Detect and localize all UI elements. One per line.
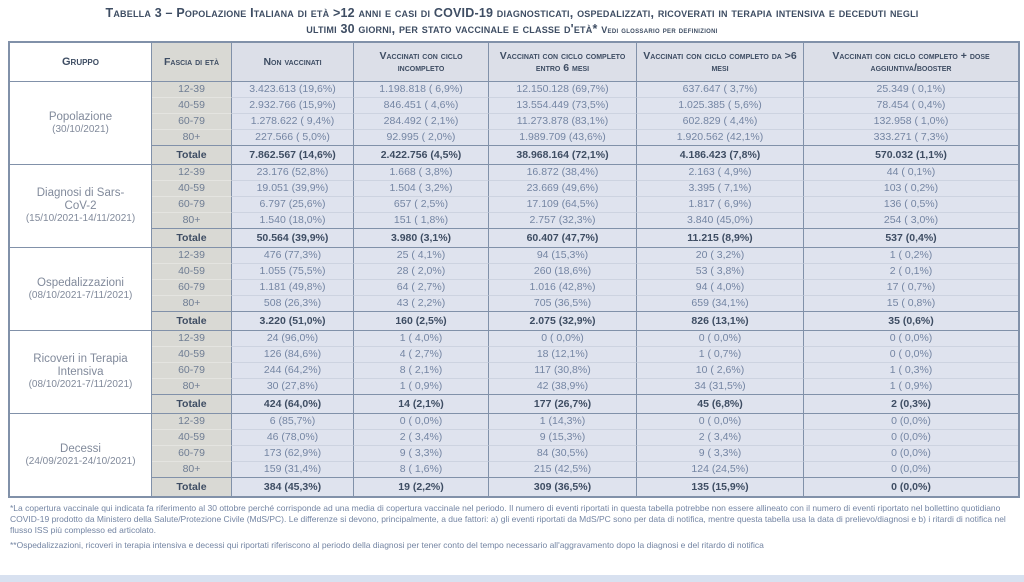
age-band-cell: 60-79 <box>152 446 232 462</box>
age-band-cell: 40-59 <box>152 181 232 197</box>
value-cell: 173 (62,9%) <box>232 446 354 462</box>
table-row <box>10 379 1018 395</box>
value-cell: 1.025.385 ( 5,6%) <box>637 98 804 114</box>
table-row <box>10 296 1018 312</box>
value-cell: 42 (38,9%) <box>489 379 637 395</box>
totale-value-cell: 384 (45,3%) <box>232 478 354 496</box>
footnote-1: *La copertura vaccinale qui indicata fa riferimento al 30 ottobre perché corrisponde ad una media di copertura vaccinale nel periodo. Il numero di eventi riportati in questa tabella potrebbe non essere allineato con il numero di eventi riportato nel bollettino quotidiano COVID-19 prodotto da Ministero della Salute/Protezione Civile (MdS/PC). Le differenze si devono, principalmente, a due fattori: a) gli eventi riportati da MdS/PC sono per data di notifica, mentre questa tabella usa la data di prelievo/diagnosi e b) i ritardi di notifica nel flusso ISS più complesso ed articolato. <box>10 503 1006 535</box>
totale-value-cell: 14 (2,1%) <box>354 395 489 414</box>
footnotes <box>10 503 1014 551</box>
value-cell: 2.932.766 (15,9%) <box>232 98 354 114</box>
totale-value-cell: 60.407 (47,7%) <box>489 229 637 248</box>
value-cell: 1.668 ( 3,8%) <box>354 165 489 181</box>
column-header-ciclo-incompleto: Vaccinati con ciclo incompleto <box>354 43 489 82</box>
value-cell: 0 (0,0%) <box>804 446 1018 462</box>
value-cell: 126 (84,6%) <box>232 347 354 363</box>
value-cell: 227.566 ( 5,0%) <box>232 130 354 146</box>
value-cell: 46 (78,0%) <box>232 430 354 446</box>
group-period: (08/10/2021-7/11/2021) <box>28 379 133 390</box>
value-cell: 333.271 ( 7,3%) <box>804 130 1018 146</box>
value-cell: 1.540 (18,0%) <box>232 213 354 229</box>
table-row <box>10 181 1018 197</box>
value-cell: 1 ( 0,9%) <box>354 379 489 395</box>
table-row <box>10 197 1018 213</box>
table-row <box>10 414 1018 430</box>
totale-value-cell: 3.220 (51,0%) <box>232 312 354 331</box>
value-cell: 23.176 (52,8%) <box>232 165 354 181</box>
age-band-cell: 12-39 <box>152 414 232 430</box>
group-name: Diagnosi di Sars-CoV-2 <box>36 187 125 212</box>
table-row <box>10 446 1018 462</box>
value-cell: 43 ( 2,2%) <box>354 296 489 312</box>
value-cell: 94 ( 4,0%) <box>637 280 804 296</box>
totale-value-cell: 45 (6,8%) <box>637 395 804 414</box>
group-label <box>10 82 152 165</box>
age-band-cell: 12-39 <box>152 165 232 181</box>
totale-row <box>10 395 1018 414</box>
totale-label-cell: Totale <box>152 478 232 496</box>
totale-value-cell: 2 (0,3%) <box>804 395 1018 414</box>
value-cell: 6.797 (25,6%) <box>232 197 354 213</box>
totale-label-cell: Totale <box>152 312 232 331</box>
table-header-row <box>10 43 1018 82</box>
totale-value-cell: 424 (64,0%) <box>232 395 354 414</box>
value-cell: 25 ( 4,1%) <box>354 248 489 264</box>
value-cell: 124 (24,5%) <box>637 462 804 478</box>
value-cell: 1.920.562 (42,1%) <box>637 130 804 146</box>
value-cell: 117 (30,8%) <box>489 363 637 379</box>
value-cell: 1.278.622 ( 9,4%) <box>232 114 354 130</box>
value-cell: 0 (0,0%) <box>804 414 1018 430</box>
table-row <box>10 98 1018 114</box>
value-cell: 637.647 ( 3,7%) <box>637 82 804 98</box>
value-cell: 9 ( 3,3%) <box>637 446 804 462</box>
group-label <box>10 165 152 248</box>
value-cell: 1.817 ( 6,9%) <box>637 197 804 213</box>
value-cell: 94 (15,3%) <box>489 248 637 264</box>
column-header-booster: Vaccinati con ciclo completo + dose aggiuntiva/booster <box>804 43 1018 82</box>
age-band-cell: 80+ <box>152 462 232 478</box>
table-row <box>10 331 1018 347</box>
value-cell: 1 ( 4,0%) <box>354 331 489 347</box>
value-cell: 846.451 ( 4,6%) <box>354 98 489 114</box>
totale-value-cell: 0 (0,0%) <box>804 478 1018 496</box>
value-cell: 705 (36,5%) <box>489 296 637 312</box>
value-cell: 1 ( 0,3%) <box>804 363 1018 379</box>
value-cell: 17 ( 0,7%) <box>804 280 1018 296</box>
totale-value-cell: 135 (15,9%) <box>637 478 804 496</box>
value-cell: 132.958 ( 1,0%) <box>804 114 1018 130</box>
table-row <box>10 130 1018 146</box>
table-row <box>10 213 1018 229</box>
value-cell: 136 ( 0,5%) <box>804 197 1018 213</box>
table-body <box>10 82 1018 496</box>
group-label <box>10 414 152 496</box>
value-cell: 244 (64,2%) <box>232 363 354 379</box>
value-cell: 1.016 (42,8%) <box>489 280 637 296</box>
value-cell: 19.051 (39,9%) <box>232 181 354 197</box>
value-cell: 44 ( 0,1%) <box>804 165 1018 181</box>
table-row <box>10 363 1018 379</box>
value-cell: 0 (0,0%) <box>804 430 1018 446</box>
totale-value-cell: 35 (0,6%) <box>804 312 1018 331</box>
age-band-cell: 40-59 <box>152 264 232 280</box>
value-cell: 23.669 (49,6%) <box>489 181 637 197</box>
table-row <box>10 165 1018 181</box>
value-cell: 11.273.878 (83,1%) <box>489 114 637 130</box>
value-cell: 15 ( 0,8%) <box>804 296 1018 312</box>
totale-label-cell: Totale <box>152 229 232 248</box>
age-band-cell: 12-39 <box>152 331 232 347</box>
value-cell: 0 ( 0,0%) <box>637 414 804 430</box>
value-cell: 0 ( 0,0%) <box>804 347 1018 363</box>
value-cell: 215 (42,5%) <box>489 462 637 478</box>
age-band-cell: 60-79 <box>152 363 232 379</box>
value-cell: 260 (18,6%) <box>489 264 637 280</box>
value-cell: 0 (0,0%) <box>804 462 1018 478</box>
age-band-cell: 60-79 <box>152 280 232 296</box>
value-cell: 92.995 ( 2,0%) <box>354 130 489 146</box>
footnote-2: **Ospedalizzazioni, ricoveri in terapia intensiva e decessi qui riportati riferiscono al periodo della diagnosi per tener conto del tempo necessario all'aggravamento dopo la diagnosi e del ritardo di notifica <box>10 540 764 550</box>
totale-value-cell: 177 (26,7%) <box>489 395 637 414</box>
glossary-note: Vedi glossario per definizioni <box>601 25 718 35</box>
value-cell: 0 ( 0,0%) <box>354 414 489 430</box>
page-title-line1: Tabella 3 – Popolazione Italiana di età >12 anni e casi di COVID-19 diagnosticati, ospedalizzati, ricoverati in terapia intensiva e deceduti negli <box>105 6 919 20</box>
totale-value-cell: 19 (2,2%) <box>354 478 489 496</box>
value-cell: 1 ( 0,9%) <box>804 379 1018 395</box>
value-cell: 3.395 ( 7,1%) <box>637 181 804 197</box>
value-cell: 53 ( 3,8%) <box>637 264 804 280</box>
age-band-cell: 80+ <box>152 130 232 146</box>
value-cell: 3.423.613 (19,6%) <box>232 82 354 98</box>
value-cell: 508 (26,3%) <box>232 296 354 312</box>
totale-value-cell: 309 (36,5%) <box>489 478 637 496</box>
value-cell: 159 (31,4%) <box>232 462 354 478</box>
value-cell: 28 ( 2,0%) <box>354 264 489 280</box>
value-cell: 8 ( 1,6%) <box>354 462 489 478</box>
age-band-cell: 60-79 <box>152 114 232 130</box>
value-cell: 151 ( 1,8%) <box>354 213 489 229</box>
value-cell: 8 ( 2,1%) <box>354 363 489 379</box>
totale-label-cell: Totale <box>152 146 232 165</box>
value-cell: 20 ( 3,2%) <box>637 248 804 264</box>
value-cell: 0 ( 0,0%) <box>637 331 804 347</box>
group-name: Decessi <box>60 442 101 455</box>
group-period: (15/10/2021-14/11/2021) <box>25 213 136 224</box>
value-cell: 1 ( 0,2%) <box>804 248 1018 264</box>
value-cell: 103 ( 0,2%) <box>804 181 1018 197</box>
age-band-cell: 80+ <box>152 296 232 312</box>
totale-label-cell: Totale <box>152 395 232 414</box>
totale-row <box>10 478 1018 496</box>
value-cell: 13.554.449 (73,5%) <box>489 98 637 114</box>
totale-value-cell: 50.564 (39,9%) <box>232 229 354 248</box>
value-cell: 4 ( 2,7%) <box>354 347 489 363</box>
group-period: (24/09/2021-24/10/2021) <box>25 455 136 467</box>
vaccination-table <box>8 41 1020 498</box>
value-cell: 78.454 ( 0,4%) <box>804 98 1018 114</box>
page-title-line2: ultimi 30 giorni, per stato vaccinale e classe d'età* Vedi glossario per definizioni <box>306 22 718 36</box>
age-band-cell: 40-59 <box>152 98 232 114</box>
table-row <box>10 248 1018 264</box>
value-cell: 84 (30,5%) <box>489 446 637 462</box>
group-name: Ospedalizzazioni <box>37 276 124 289</box>
value-cell: 2 ( 3,4%) <box>354 430 489 446</box>
column-header-fascia-eta: Fascia di età <box>152 43 232 82</box>
totale-row <box>10 146 1018 165</box>
group-label <box>10 248 152 331</box>
value-cell: 6 (85,7%) <box>232 414 354 430</box>
group-period: (08/10/2021-7/11/2021) <box>28 289 133 301</box>
bottom-strip <box>0 575 1024 582</box>
totale-row <box>10 229 1018 248</box>
totale-value-cell: 537 (0,4%) <box>804 229 1018 248</box>
group-name: Ricoveri in Terapia Intensiva <box>33 353 128 378</box>
totale-value-cell: 11.215 (8,9%) <box>637 229 804 248</box>
value-cell: 254 ( 3,0%) <box>804 213 1018 229</box>
value-cell: 34 (31,5%) <box>637 379 804 395</box>
group-name: Popolazione <box>48 110 113 123</box>
value-cell: 1.198.818 ( 6,9%) <box>354 82 489 98</box>
age-band-cell: 12-39 <box>152 82 232 98</box>
totale-value-cell: 4.186.423 (7,8%) <box>637 146 804 165</box>
age-band-cell: 40-59 <box>152 430 232 446</box>
value-cell: 284.492 ( 2,1%) <box>354 114 489 130</box>
table-row <box>10 462 1018 478</box>
group-label <box>10 331 152 414</box>
value-cell: 1.989.709 (43,6%) <box>489 130 637 146</box>
page-title <box>10 5 1014 38</box>
totale-value-cell: 160 (2,5%) <box>354 312 489 331</box>
value-cell: 659 (34,1%) <box>637 296 804 312</box>
table-row <box>10 280 1018 296</box>
table-row <box>10 82 1018 98</box>
value-cell: 3.840 (45,0%) <box>637 213 804 229</box>
age-band-cell: 80+ <box>152 379 232 395</box>
value-cell: 2.163 ( 4,9%) <box>637 165 804 181</box>
value-cell: 1 ( 0,7%) <box>637 347 804 363</box>
totale-value-cell: 826 (13,1%) <box>637 312 804 331</box>
value-cell: 18 (12,1%) <box>489 347 637 363</box>
value-cell: 17.109 (64,5%) <box>489 197 637 213</box>
value-cell: 0 ( 0,0%) <box>804 331 1018 347</box>
table-row <box>10 264 1018 280</box>
value-cell: 30 (27,8%) <box>232 379 354 395</box>
totale-value-cell: 2.422.756 (4,5%) <box>354 146 489 165</box>
value-cell: 25.349 ( 0,1%) <box>804 82 1018 98</box>
table-row <box>10 430 1018 446</box>
value-cell: 10 ( 2,6%) <box>637 363 804 379</box>
value-cell: 16.872 (38,4%) <box>489 165 637 181</box>
age-band-cell: 40-59 <box>152 347 232 363</box>
value-cell: 602.829 ( 4,4%) <box>637 114 804 130</box>
value-cell: 657 ( 2,5%) <box>354 197 489 213</box>
column-header-completo-entro-6-mesi: Vaccinati con ciclo completo entro 6 mesi <box>489 43 637 82</box>
value-cell: 2.757 (32,3%) <box>489 213 637 229</box>
column-header-completo-oltre-6-mesi: Vaccinati con ciclo completo da >6 mesi <box>637 43 804 82</box>
column-header-gruppo: Gruppo <box>10 43 152 82</box>
value-cell: 1 (14,3%) <box>489 414 637 430</box>
value-cell: 9 (15,3%) <box>489 430 637 446</box>
totale-value-cell: 38.968.164 (72,1%) <box>489 146 637 165</box>
value-cell: 2 ( 3,4%) <box>637 430 804 446</box>
value-cell: 1.055 (75,5%) <box>232 264 354 280</box>
table-row <box>10 347 1018 363</box>
column-header-non-vaccinati: Non vaccinati <box>232 43 354 82</box>
value-cell: 1.181 (49,8%) <box>232 280 354 296</box>
table-row <box>10 114 1018 130</box>
totale-value-cell: 2.075 (32,9%) <box>489 312 637 331</box>
value-cell: 24 (96,0%) <box>232 331 354 347</box>
value-cell: 1.504 ( 3,2%) <box>354 181 489 197</box>
age-band-cell: 80+ <box>152 213 232 229</box>
age-band-cell: 12-39 <box>152 248 232 264</box>
age-band-cell: 60-79 <box>152 197 232 213</box>
value-cell: 0 ( 0,0%) <box>489 331 637 347</box>
value-cell: 476 (77,3%) <box>232 248 354 264</box>
totale-row <box>10 312 1018 331</box>
totale-value-cell: 570.032 (1,1%) <box>804 146 1018 165</box>
value-cell: 64 ( 2,7%) <box>354 280 489 296</box>
group-period: (30/10/2021) <box>52 123 109 135</box>
totale-value-cell: 3.980 (3,1%) <box>354 229 489 248</box>
value-cell: 9 ( 3,3%) <box>354 446 489 462</box>
value-cell: 12.150.128 (69,7%) <box>489 82 637 98</box>
totale-value-cell: 7.862.567 (14,6%) <box>232 146 354 165</box>
value-cell: 2 ( 0,1%) <box>804 264 1018 280</box>
